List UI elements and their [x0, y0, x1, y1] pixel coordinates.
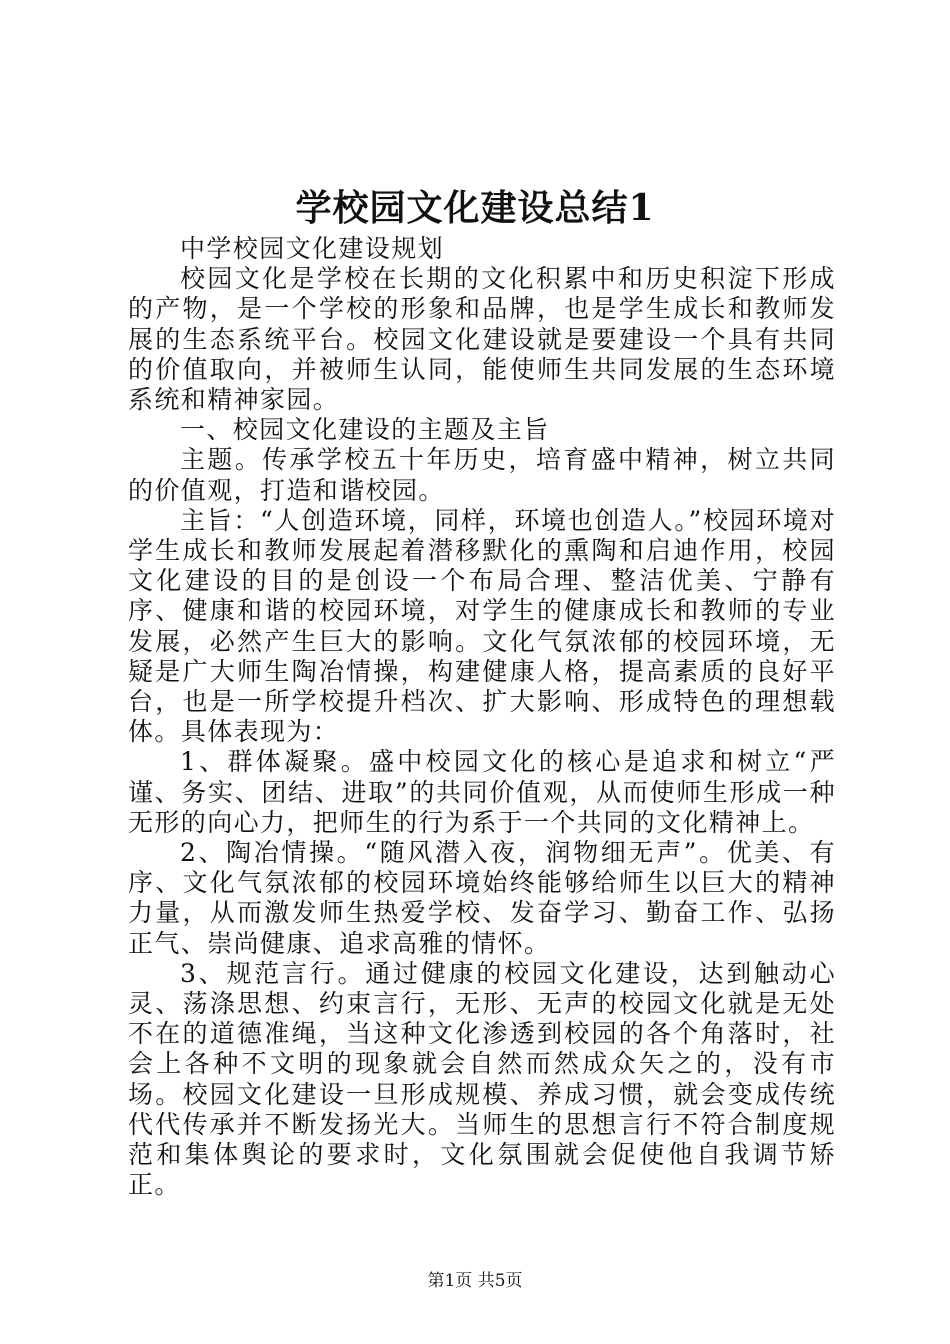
- document-body: [128, 234, 836, 1201]
- paragraph-theme: 主题。传承学校五十年历史，培育盛中精神，树立共同的价值观，打造和谐校园。: [128, 445, 836, 505]
- paragraph-point-2: 2、陶冶情操。“随风潜入夜，润物细无声”。优美、有序、文化气氛浓郁的校园环境始终能够给师生以巨大的精神力量，从而激发师生热爱学校、发奋学习、勤奋工作、弘扬正气、崇尚健康、追求高雅的情怀。: [128, 838, 836, 958]
- paragraph-subtitle: 中学校园文化建设规划: [180, 234, 445, 263]
- paragraph-point-1: 1、群体凝聚。盛中校园文化的核心是追求和树立“严谨、务实、团结、进取”的共同价值观，从而使师生形成一种无形的向心力，把师生的行为系于一个共同的文化精神上。: [128, 747, 836, 837]
- section-heading: 一、校园文化建设的主题及主旨: [180, 415, 550, 445]
- paragraph-point-3: 3、规范言行。通过健康的校园文化建设，达到触动心灵、荡涤思想、约束言行，无形、无声的校园文化就是无处不在的道德准绳，当这种文化渗透到校园的各个角落时，社会上各种不文明的现象就会自然而然成众矢之的，没有市场。校园文化建设一旦形成规模、养成习惯，就会变成传统代代传承并不断发扬光大。当师生的思想言行不符合制度规范和集体舆论的要求时，文化氛围就会促使他自我调节矫正。: [128, 958, 836, 1200]
- page-footer: 第1页 共5页: [427, 1271, 523, 1291]
- paragraph-intro: 校园文化是学校在长期的文化积累中和历史积淀下形成的产物，是一个学校的形象和品牌，也是学生成长和教师发展的生态系统平台。校园文化建设就是要建设一个具有共同的价值取向，并被师生认同，能使师生共同发展的生态环境系统和精神家园。: [128, 264, 836, 415]
- document-title: 学校园文化建设总结1: [295, 187, 655, 229]
- paragraph-purpose: 主旨：“人创造环境，同样，环境也创造人。”校园环境对学生成长和教师发展起着潜移默化的熏陶和启迪作用，校园文化建设的目的是创设一个布局合理、整洁优美、宁静有序、健康和谐的校园环境，对学生的健康成长和教师的专业发展，必然产生巨大的影响。文化气氛浓郁的校园环境，无疑是广大师生陶冶情操，构建健康人格，提高素质的良好平台，也是一所学校提升档次、扩大影响、形成特色的理想载体。具体表现为：: [128, 505, 836, 747]
